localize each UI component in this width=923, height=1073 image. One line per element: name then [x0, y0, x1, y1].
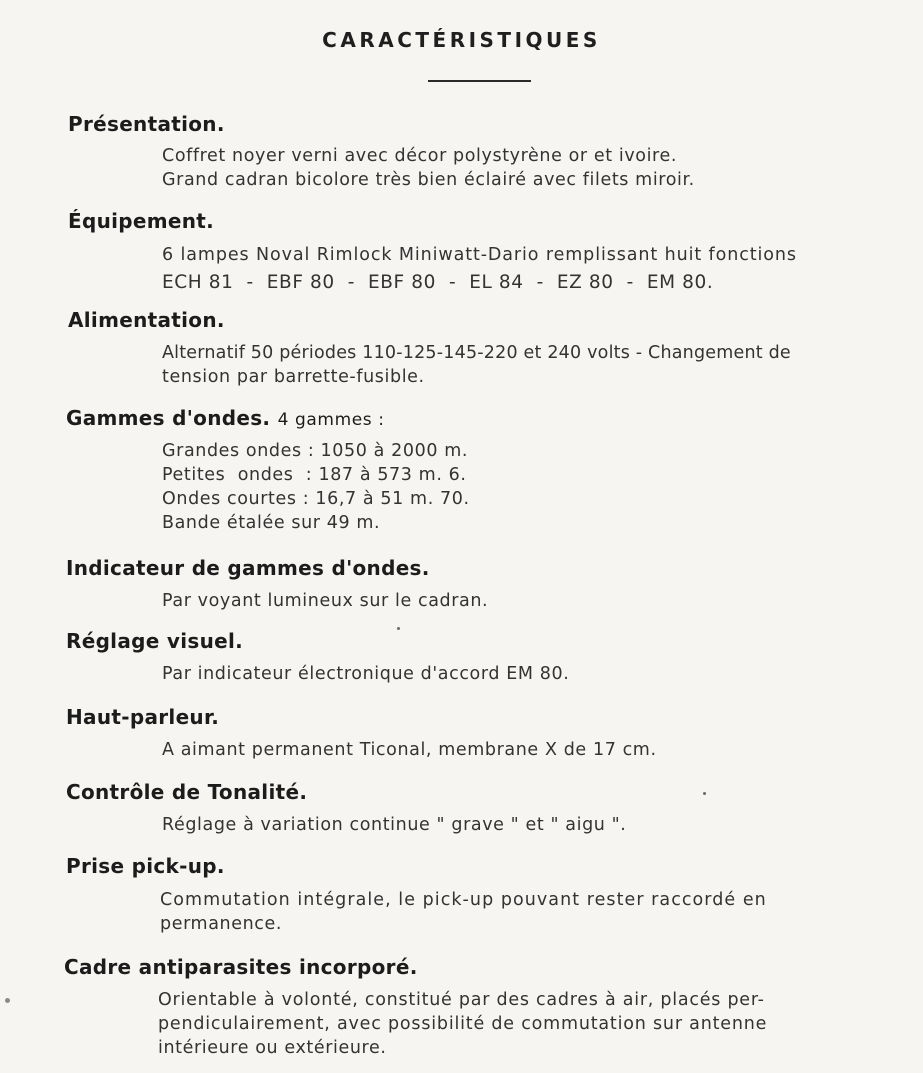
section-heading: Prise pick-up. — [66, 854, 225, 878]
section-heading: Contrôle de Tonalité. — [66, 780, 308, 804]
section-heading: Présentation. — [68, 112, 225, 136]
section-heading: Réglage visuel. — [66, 629, 244, 653]
section-heading-note: 4 gammes : — [277, 410, 385, 430]
print-speck — [703, 792, 706, 795]
print-speck — [5, 998, 10, 1003]
section-line: permanence. — [160, 914, 283, 934]
section-heading: Haut-parleur. — [66, 705, 220, 729]
section-line: Orientable à volonté, constitué par des cadres à air, placés per- — [158, 990, 765, 1010]
page-title: CARACTÉRISTIQUES — [322, 28, 601, 52]
section-line: Commutation intégrale, le pick-up pouvant rester raccordé en — [160, 890, 767, 910]
section-line: A aimant permanent Ticonal, membrane X de 17 cm. — [162, 740, 657, 760]
section-line: Bande étalée sur 49 m. — [162, 513, 381, 533]
section-line: Ondes courtes : 16,7 à 51 m. 70. — [162, 489, 470, 509]
section-heading: Indicateur de gammes d'ondes. — [66, 556, 430, 580]
section-heading: Gammes d'ondes. 4 gammes : — [66, 406, 385, 430]
section-heading: Équipement. — [68, 209, 215, 233]
section-line: 6 lampes Noval Rimlock Miniwatt-Dario remplissant huit fonctions — [162, 245, 797, 265]
section-heading: Alimentation. — [68, 308, 225, 332]
section-line: Réglage à variation continue " grave " et " aigu ". — [162, 815, 627, 835]
section-line: Coffret noyer verni avec décor polystyrène or et ivoire. — [162, 146, 677, 166]
title-underline — [428, 80, 531, 82]
section-line: Par voyant lumineux sur le cadran. — [162, 591, 489, 611]
section-line: Grand cadran bicolore très bien éclairé avec filets miroir. — [162, 170, 695, 190]
section-line: Grandes ondes : 1050 à 2000 m. — [162, 441, 469, 461]
section-line: ECH 81 - EBF 80 - EBF 80 - EL 84 - EZ 80 - EM 80. — [162, 272, 714, 293]
section-line: Petites ondes : 187 à 573 m. 6. — [162, 465, 467, 485]
section-heading: Cadre antiparasites incorporé. — [64, 955, 418, 979]
section-line: pendiculairement, avec possibilité de commutation sur antenne — [158, 1014, 768, 1034]
section-line: Alternatif 50 périodes 110-125-145-220 et 240 volts - Changement de — [162, 343, 791, 363]
section-line: Par indicateur électronique d'accord EM 80. — [162, 664, 570, 684]
print-speck — [397, 627, 400, 630]
section-line: tension par barrette-fusible. — [162, 367, 425, 387]
section-line: intérieure ou extérieure. — [158, 1038, 387, 1058]
